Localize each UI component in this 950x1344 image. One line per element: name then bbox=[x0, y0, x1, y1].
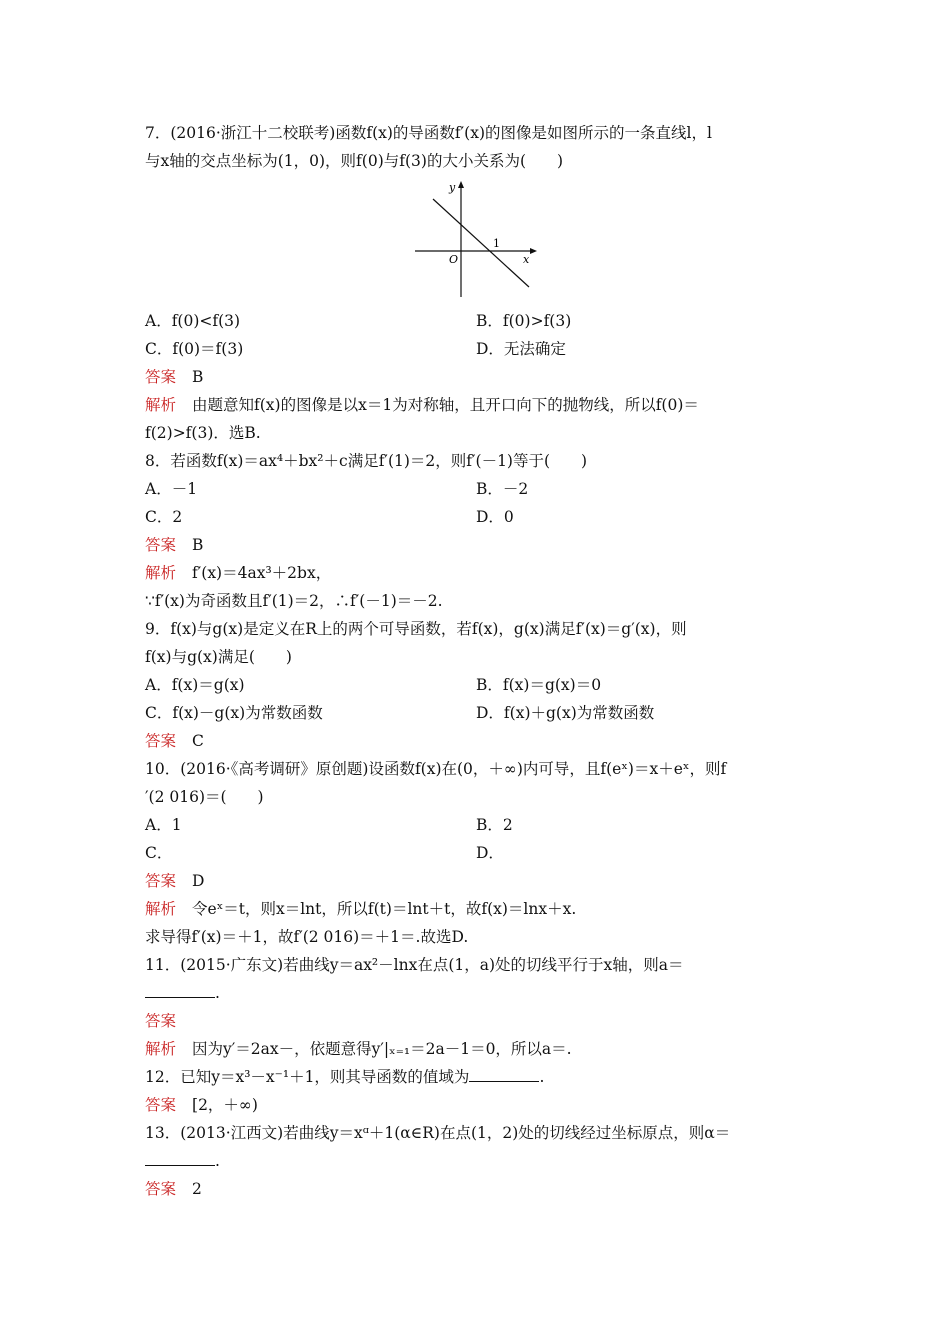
line-l bbox=[433, 199, 529, 287]
q9-option-b: B．f(x)＝g(x)＝0 bbox=[476, 676, 602, 694]
answer-value: D bbox=[192, 872, 205, 890]
answer-label: 答案 bbox=[145, 1180, 177, 1198]
q7-option-d: D．无法确定 bbox=[476, 340, 566, 358]
document-body bbox=[145, 119, 807, 1203]
q9-option-d: D．f(x)＋g(x)为常数函数 bbox=[476, 704, 655, 722]
answer-label: 答案 bbox=[145, 1012, 177, 1030]
q8-options-row2 bbox=[145, 503, 807, 531]
q9-answer bbox=[145, 727, 807, 755]
x-axis-arrow bbox=[530, 248, 537, 254]
q9-line2: f(x)与g(x)满足( ) bbox=[145, 648, 292, 666]
q7-analysis-line2: f(2)>f(3)．选B. bbox=[145, 424, 261, 442]
answer-blank bbox=[145, 981, 215, 998]
q7-options-row1 bbox=[145, 307, 807, 335]
q13-line2-tail: . bbox=[215, 1152, 220, 1170]
q12-text-tail: . bbox=[539, 1068, 545, 1086]
q8-analysis-line2: ∵f′(x)为奇函数且f′(1)＝2，∴f′(－1)＝－2. bbox=[145, 592, 443, 610]
answer-label: 答案 bbox=[145, 872, 177, 890]
analysis-label: 解析 bbox=[145, 900, 177, 918]
derivative-line-graph bbox=[411, 179, 541, 301]
y-axis-label: y bbox=[449, 181, 456, 194]
q11-line1: 11．(2015·广东文)若曲线y＝ax²－lnx在点(1，a)处的切线平行于x轴，则a＝ bbox=[145, 956, 684, 974]
origin-label: O bbox=[449, 253, 459, 266]
q9-options-row2 bbox=[145, 699, 807, 727]
q11-answer bbox=[145, 1007, 807, 1035]
y-axis-arrow bbox=[458, 181, 464, 188]
q13-line2 bbox=[145, 1147, 807, 1175]
q8-option-b: B．－2 bbox=[476, 480, 529, 498]
answer-label: 答案 bbox=[145, 536, 177, 554]
q10-option-a: A．1 bbox=[145, 816, 182, 834]
q7-option-a: A．f(0)<f(3) bbox=[145, 312, 241, 330]
answer-value: B bbox=[192, 536, 204, 554]
q7-options-row2 bbox=[145, 335, 807, 363]
q7-line1: 7．(2016·浙江十二校联考)函数f(x)的导函数f′(x)的图像是如图所示的一条直线l，l bbox=[145, 124, 712, 142]
q13-answer bbox=[145, 1175, 807, 1203]
answer-value: B bbox=[192, 368, 204, 386]
q11-line2 bbox=[145, 979, 807, 1007]
q12-question bbox=[145, 1063, 807, 1091]
q8-question: 8．若函数f(x)＝ax⁴＋bx²＋c满足f′(1)＝2，则f′(－1)等于( ) bbox=[145, 452, 588, 470]
q10-line2: ′(2 016)＝( ) bbox=[145, 788, 264, 806]
q7-option-b: B．f(0)>f(3) bbox=[476, 312, 572, 330]
q10-option-b: B．2 bbox=[476, 816, 513, 834]
q9-option-a: A．f(x)＝g(x) bbox=[145, 676, 245, 694]
answer-label: 答案 bbox=[145, 732, 177, 750]
q9-options-row1 bbox=[145, 671, 807, 699]
answer-value: C bbox=[192, 732, 204, 750]
q10-options-row2 bbox=[145, 839, 807, 867]
answer-label: 答案 bbox=[145, 1096, 177, 1114]
q8-analysis-line1 bbox=[145, 559, 807, 587]
q7-option-c: C．f(0)＝f(3) bbox=[145, 340, 244, 358]
q10-analysis-line2: 求导得f′(x)＝＋1，故f′(2 016)＝＋1＝.故选D. bbox=[145, 928, 469, 946]
one-label: 1 bbox=[493, 237, 500, 250]
analysis-label: 解析 bbox=[145, 1040, 177, 1058]
q12-text: 12．已知y＝x³－x⁻¹＋1，则其导函数的值域为 bbox=[145, 1068, 470, 1086]
q7-figure bbox=[145, 179, 807, 301]
q8-option-a: A．－1 bbox=[145, 480, 198, 498]
q10-line1: 10．(2016·《高考调研》原创题)设函数f(x)在(0，＋∞)内可导，且f(eˣ)＝x＋eˣ，则f bbox=[145, 760, 727, 778]
analysis-text: 令eˣ＝t，则x＝lnt，所以f(t)＝lnt＋t，故f(x)＝lnx＋x. bbox=[192, 900, 577, 918]
answer-label: 答案 bbox=[145, 368, 177, 386]
answer-blank bbox=[145, 1149, 215, 1166]
q10-option-d: D． bbox=[476, 844, 504, 862]
q11-line2-tail: . bbox=[215, 984, 220, 1002]
q10-options-row1 bbox=[145, 811, 807, 839]
x-axis-label: x bbox=[523, 253, 530, 266]
analysis-label: 解析 bbox=[145, 564, 177, 582]
q7-answer bbox=[145, 363, 807, 391]
q10-answer bbox=[145, 867, 807, 895]
analysis-text: f′(x)＝4ax³＋2bx， bbox=[192, 564, 332, 582]
q8-option-c: C．2 bbox=[145, 508, 183, 526]
q7-analysis-line1 bbox=[145, 391, 807, 419]
analysis-text: 由题意知f(x)的图像是以x＝1为对称轴，且开口向下的抛物线，所以f(0)＝ bbox=[192, 396, 699, 414]
q13-line1: 13．(2013·江西文)若曲线y＝xᵅ＋1(α∈R)在点(1，2)处的切线经过坐标原点，则α＝ bbox=[145, 1124, 731, 1142]
analysis-label: 解析 bbox=[145, 396, 177, 414]
analysis-text: 因为y′＝2ax－，依题意得y′|ₓ₌₁＝2a－1＝0，所以a＝. bbox=[192, 1040, 572, 1058]
q9-option-c: C．f(x)－g(x)为常数函数 bbox=[145, 704, 323, 722]
answer-value: [2，＋∞) bbox=[192, 1096, 258, 1114]
q9-line1: 9．f(x)与g(x)是定义在R上的两个可导函数，若f(x)，g(x)满足f′(x)＝g′(x)，则 bbox=[145, 620, 687, 638]
q8-answer bbox=[145, 531, 807, 559]
q7-line2: 与x轴的交点坐标为(1，0)，则f(0)与f(3)的大小关系为( ) bbox=[145, 152, 564, 170]
q10-analysis-line1 bbox=[145, 895, 807, 923]
q8-option-d: D．0 bbox=[476, 508, 514, 526]
q10-option-c: C． bbox=[145, 844, 173, 862]
q11-analysis-line1 bbox=[145, 1035, 807, 1063]
q8-options-row1 bbox=[145, 475, 807, 503]
q12-answer bbox=[145, 1091, 807, 1119]
answer-value: 2 bbox=[192, 1180, 202, 1198]
answer-blank bbox=[469, 1065, 539, 1082]
